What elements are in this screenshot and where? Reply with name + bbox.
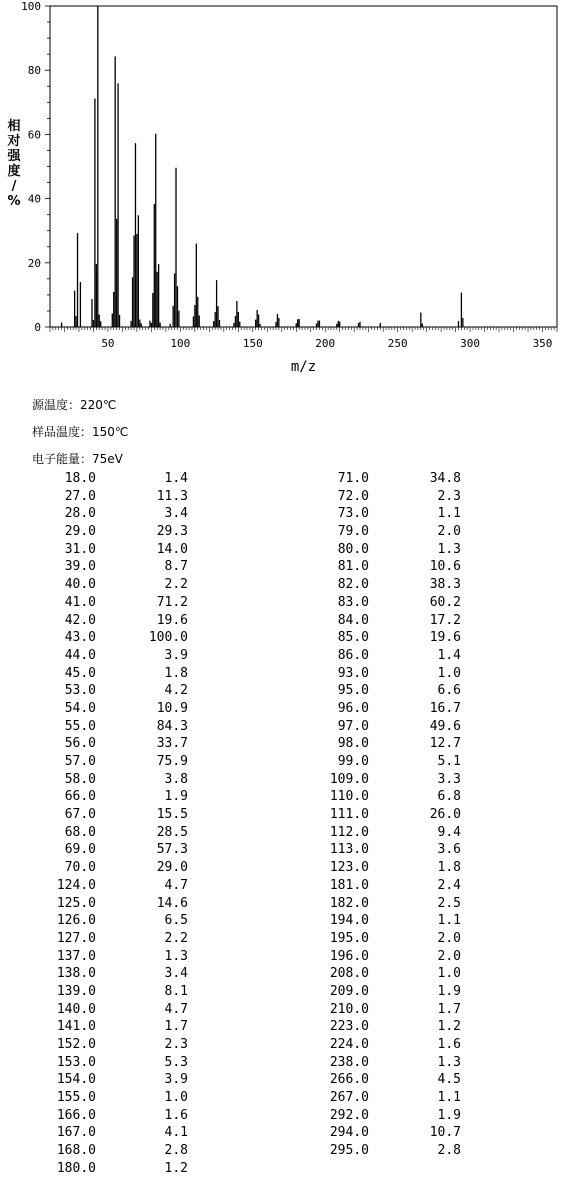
table-row [32,788,188,806]
mz-value: 126.0 [56,913,96,929]
mz-value: 27.0 [64,488,96,504]
mz-value: 86.0 [337,647,369,663]
table-row [305,576,461,594]
table-row [32,1160,188,1178]
mz-value: 54.0 [64,700,96,716]
mz-value: 95.0 [337,683,369,699]
table-row [305,1001,461,1019]
sample-temperature: 样品温度：150℃ [32,425,129,439]
table-row [305,665,461,683]
mz-value: 166.0 [56,1107,96,1123]
abundance-value: 10.7 [429,1125,461,1141]
x-tick-label: 350 [532,337,553,350]
table-row [32,665,188,683]
abundance-value: 1.9 [437,983,461,999]
mz-value: 96.0 [337,700,369,716]
table-row [305,841,461,859]
abundance-value: 4.1 [164,1125,188,1141]
abundance-value: 1.2 [164,1160,188,1176]
abundance-value: 17.2 [429,612,461,628]
table-row [32,771,188,789]
table-row [32,576,188,594]
abundance-value: 3.4 [164,966,188,982]
abundance-value: 29.0 [156,860,188,876]
table-row [32,983,188,1001]
y-axis-label: 相对强度/ % [7,119,21,209]
table-row [32,558,188,576]
abundance-value: 1.0 [437,665,461,681]
abundance-value: 38.3 [429,577,461,593]
table-row [305,647,461,665]
mz-value: 182.0 [329,895,369,911]
abundance-value: 2.5 [437,895,461,911]
abundance-value: 49.6 [429,718,461,734]
plot-frame [50,6,557,327]
table-row [32,612,188,630]
mz-value: 113.0 [329,842,369,858]
x-tick-label: 200 [315,337,336,350]
y-tick-label: 0 [34,321,41,334]
table-row [32,1018,188,1036]
table-row [305,1124,461,1142]
mz-value: 83.0 [337,594,369,610]
abundance-value: 12.7 [429,736,461,752]
mz-value: 99.0 [337,754,369,769]
mz-value: 31.0 [64,541,96,557]
abundance-value: 71.2 [156,594,188,610]
abundance-value: 1.8 [164,665,188,681]
table-row [32,806,188,824]
table-row [305,877,461,895]
mass-spectrum-chart [0,0,570,380]
mz-value: 57.0 [64,754,96,769]
mz-value: 80.0 [337,541,369,557]
abundance-value: 6.8 [437,789,461,805]
abundance-value: 1.4 [437,647,461,663]
abundance-value: 4.7 [164,877,188,893]
table-row [305,1071,461,1089]
mz-value: 124.0 [56,877,96,893]
abundance-value: 1.1 [437,506,461,522]
mz-value: 127.0 [56,930,96,946]
abundance-value: 1.4 [164,471,188,486]
mz-value: 294.0 [329,1125,369,1141]
abundance-value: 34.8 [429,471,461,486]
table-row [305,753,461,771]
table-row [32,647,188,665]
mz-value: 111.0 [329,807,369,823]
abundance-value: 11.3 [156,488,188,504]
mz-value: 41.0 [64,594,96,610]
abundance-value: 6.6 [437,683,461,699]
mz-value: 97.0 [337,718,369,734]
x-tick-label: 150 [242,337,263,350]
y-tick-label: 40 [27,192,41,206]
table-row [32,930,188,948]
mz-value: 125.0 [56,895,96,911]
mz-value: 73.0 [337,506,369,522]
table-row [305,948,461,966]
table-row [305,594,461,612]
mz-value: 223.0 [329,1019,369,1035]
x-tick-label: 250 [387,337,408,350]
peak-table-right [305,470,461,1160]
x-axis-label: m/z [290,359,317,375]
table-row [305,523,461,541]
table-row [32,841,188,859]
table-row [305,771,461,789]
table-row [32,682,188,700]
mz-value: 44.0 [64,647,96,663]
mz-value: 85.0 [337,630,369,646]
table-row [305,1107,461,1125]
abundance-value: 9.4 [437,824,461,840]
table-row [305,1018,461,1036]
mz-value: 292.0 [329,1107,369,1123]
abundance-value: 19.6 [429,630,461,646]
abundance-value: 1.0 [437,966,461,982]
abundance-value: 3.4 [164,506,188,522]
abundance-value: 10.6 [429,559,461,575]
mz-value: 209.0 [329,983,369,999]
abundance-value: 2.2 [164,577,188,593]
abundance-value: 2.8 [164,1143,188,1159]
x-tick-label: 50 [101,337,115,350]
abundance-value: 2.0 [437,948,461,964]
abundance-value: 4.7 [164,1001,188,1017]
mz-value: 98.0 [337,736,369,752]
abundance-value: 1.7 [164,1019,188,1035]
abundance-value: 2.2 [164,930,188,946]
mz-value: 29.0 [64,524,96,540]
mz-value: 208.0 [329,966,369,982]
abundance-value: 28.5 [156,824,188,840]
table-row [32,1036,188,1054]
abundance-value: 6.5 [164,913,188,929]
table-row [305,788,461,806]
table-row [32,1054,188,1072]
abundance-value: 1.1 [437,1090,461,1106]
abundance-value: 100.0 [148,630,188,646]
table-row [32,488,188,506]
mz-value: 68.0 [64,824,96,840]
abundance-value: 2.0 [437,524,461,540]
mz-value: 238.0 [329,1054,369,1070]
abundance-value: 15.5 [156,807,188,823]
mz-value: 72.0 [337,488,369,504]
mz-value: 138.0 [56,966,96,982]
abundance-value: 14.6 [156,895,188,911]
abundance-value: 60.2 [429,594,461,610]
table-row [32,1107,188,1125]
abundance-value: 57.3 [156,842,188,858]
mz-value: 154.0 [56,1072,96,1088]
abundance-value: 5.3 [164,1054,188,1070]
mz-value: 84.0 [337,612,369,628]
x-tick-label: 100 [170,337,191,350]
abundance-value: 75.9 [156,754,188,769]
table-row [32,1071,188,1089]
peak-table-left [32,470,188,1178]
table-row [305,1142,461,1160]
mz-value: 55.0 [64,718,96,734]
abundance-value: 29.3 [156,524,188,540]
mz-value: 137.0 [56,948,96,964]
table-row [32,859,188,877]
mz-value: 81.0 [337,559,369,575]
abundance-value: 1.3 [164,948,188,964]
table-row [305,629,461,647]
table-row [305,682,461,700]
table-row [32,948,188,966]
abundance-value: 2.8 [437,1143,461,1159]
mz-value: 295.0 [329,1143,369,1159]
table-row [32,965,188,983]
mz-value: 110.0 [329,789,369,805]
table-row [32,735,188,753]
mz-value: 39.0 [64,559,96,575]
table-row [32,753,188,771]
table-row [305,1054,461,1072]
table-row [305,983,461,1001]
abundance-value: 2.3 [164,1037,188,1052]
abundance-value: 10.9 [156,700,188,716]
mz-value: 43.0 [64,630,96,646]
abundance-value: 2.0 [437,930,461,946]
abundance-value: 19.6 [156,612,188,628]
mz-value: 140.0 [56,1001,96,1017]
abundance-value: 16.7 [429,700,461,716]
electron-energy: 电子能量：75eV [32,452,123,466]
table-row [305,1089,461,1107]
abundance-value: 2.4 [437,877,461,893]
abundance-value: 1.3 [437,541,461,557]
abundance-value: 1.9 [437,1107,461,1123]
abundance-value: 1.3 [437,1054,461,1070]
abundance-value: 8.1 [164,983,188,999]
y-tick-label: 80 [27,64,41,78]
mz-value: 18.0 [64,471,96,486]
table-row [305,470,461,488]
mz-value: 66.0 [64,789,96,805]
mz-value: 141.0 [56,1019,96,1035]
abundance-value: 1.6 [437,1037,461,1052]
table-row [32,523,188,541]
mz-value: 195.0 [329,930,369,946]
mz-value: 45.0 [64,665,96,681]
table-row [305,558,461,576]
table-row [305,859,461,877]
table-row [32,1124,188,1142]
table-row [305,541,461,559]
table-row [32,1142,188,1160]
table-row [32,895,188,913]
mz-value: 53.0 [64,683,96,699]
abundance-value: 4.2 [164,683,188,699]
abundance-value: 1.0 [164,1090,188,1106]
abundance-value: 33.7 [156,736,188,752]
mz-value: 155.0 [56,1090,96,1106]
table-row [32,629,188,647]
abundance-value: 1.9 [164,789,188,805]
abundance-value: 5.1 [437,754,461,769]
y-tick-label: 20 [27,256,41,270]
table-row [32,700,188,718]
mz-value: 139.0 [56,983,96,999]
mz-value: 167.0 [56,1125,96,1141]
table-row [32,718,188,736]
table-row [32,541,188,559]
abundance-value: 8.7 [164,559,188,575]
table-row [32,470,188,488]
abundance-value: 2.3 [437,488,461,504]
table-row [305,824,461,842]
table-row [305,806,461,824]
abundance-value: 26.0 [429,807,461,823]
table-row [32,877,188,895]
table-row [305,718,461,736]
abundance-value: 3.8 [164,771,188,787]
mz-value: 123.0 [329,860,369,876]
table-row [305,930,461,948]
mz-value: 58.0 [64,771,96,787]
mz-value: 79.0 [337,524,369,540]
mz-value: 153.0 [56,1054,96,1070]
mz-value: 93.0 [337,665,369,681]
table-row [305,735,461,753]
mz-value: 196.0 [329,948,369,964]
abundance-value: 3.6 [437,842,461,858]
x-tick-label: 300 [460,337,481,350]
mz-value: 28.0 [64,506,96,522]
table-row [305,1036,461,1054]
mz-value: 181.0 [329,877,369,893]
mz-value: 112.0 [329,824,369,840]
mz-value: 82.0 [337,577,369,593]
abundance-value: 14.0 [156,541,188,557]
mz-value: 71.0 [337,471,369,486]
mz-value: 267.0 [329,1090,369,1106]
mz-value: 56.0 [64,736,96,752]
table-row [32,1001,188,1019]
table-row [305,895,461,913]
mz-value: 42.0 [64,612,96,628]
abundance-value: 3.9 [164,1072,188,1088]
table-row [32,505,188,523]
mz-value: 69.0 [64,842,96,858]
table-row [305,700,461,718]
mz-value: 224.0 [329,1037,369,1052]
table-row [305,488,461,506]
table-row [32,912,188,930]
mz-value: 109.0 [329,771,369,787]
table-row [305,965,461,983]
mz-value: 67.0 [64,807,96,823]
mz-value: 40.0 [64,577,96,593]
mz-value: 168.0 [56,1143,96,1159]
mz-value: 266.0 [329,1072,369,1088]
mz-value: 194.0 [329,913,369,929]
mz-value: 152.0 [56,1037,96,1052]
table-row [32,594,188,612]
mz-value: 70.0 [64,860,96,876]
table-row [305,505,461,523]
table-row [32,1089,188,1107]
abundance-value: 84.3 [156,718,188,734]
mz-value: 180.0 [56,1160,96,1176]
abundance-value: 4.5 [437,1072,461,1088]
abundance-value: 3.3 [437,771,461,787]
y-tick-label: 100 [21,0,41,13]
y-tick-label: 60 [27,128,41,142]
mz-value: 210.0 [329,1001,369,1017]
table-row [305,612,461,630]
abundance-value: 1.2 [437,1019,461,1035]
abundance-value: 3.9 [164,647,188,663]
abundance-value: 1.7 [437,1001,461,1017]
abundance-value: 1.6 [164,1107,188,1123]
abundance-value: 1.8 [437,860,461,876]
table-row [32,824,188,842]
source-temperature: 源温度：220℃ [32,398,117,412]
abundance-value: 1.1 [437,913,461,929]
table-row [305,912,461,930]
